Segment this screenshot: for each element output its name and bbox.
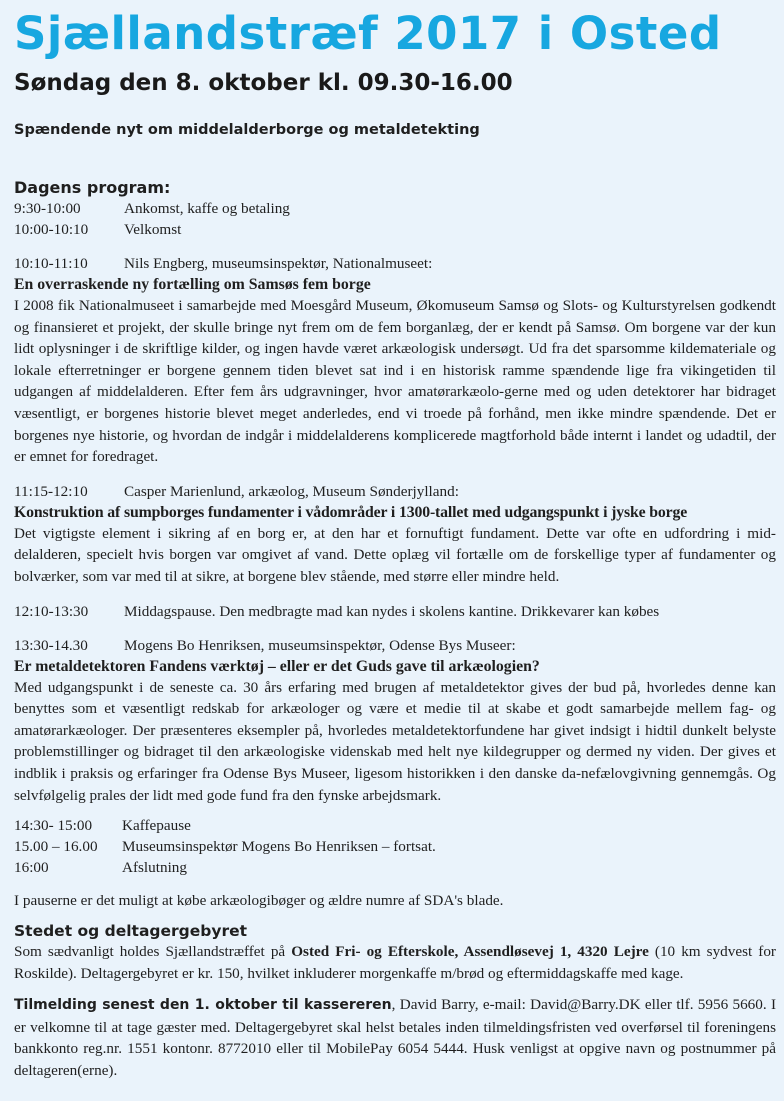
schedule-row [14,219,776,240]
schedule-time: 11:15-12:10 [14,482,88,500]
schedule-time: 13:30-14.30 [14,636,88,654]
talk1-speaker: Nils Engberg, museumsinspektør, Nationalmuseet: [124,255,433,272]
talk2-speaker: Casper Marienlund, arkæolog, Museum Sønderjylland: [124,482,459,500]
page-title: Sjællandstræf 2017 i Osted [14,7,722,60]
registration-details: , David Barry, e-mail: David@Barry.DK eller tlf. 5956 5660. I er velkomne til at tage gæster med. Deltagergebyret skal helst betales inden tilmeldingsfristen ved overførsel til foreningens bankkonto reg.nr. 1551 kontonr. 8772010 eller til MobilePay 6054 5444. Husk venligst at opgive navn og postnummer på deltageren(erne). [14,996,777,1080]
schedule-time: 12:10-13:30 [14,602,89,620]
schedule-row [14,198,776,219]
lunch-text: Middagspause. Den medbragte mad kan nydes i skolens kantine. Drikkevarer kan købes [124,602,660,620]
lunch-row [14,601,776,622]
schedule-time: 14:30- 15:00 [14,817,93,835]
talk3-speaker: Mogens Bo Henriksen, museumsinspektør, Odense Bys Museer: [124,636,516,654]
schedule-row [14,857,776,878]
pause-note: I pauserne er det muligt at købe arkæologibøger og ældre numre af SDA's blade. [14,892,504,910]
venue-text-start: Som sædvanligt holdes Sjællandstræffet på [14,943,292,961]
talk2-header [14,481,776,502]
talk2-body: Det vigtigste element i sikring af en borg er, at den har et fornuftigt fundament. Dette var ofte en udfordring i mid-delalderen, specielt hvis borgen var omgivet af vand. Dette oplæg vil fortælle om de forskellige typer af fundamenter og bolværker, som var med til at sikre, at borgene blev stående, med større eller mindre held. [14,524,776,585]
talk3-body: Med udgangspunkt i de seneste ca. 30 års erfaring med brugen af metaldetektor gives der bud på, hvorledes denne kan benyttes som et væsentligt redskab for arkæologer og være et medie til at skabe et godt samarbejde mellem fag- og amatørarkæologer. Der præsenteres eksempler på, hvorledes metaldetektorfundene har givet indsigt i hidtil dunkelt belyste problemstillinger og bidraget til den arkæologiske videnskab med helt nye kildegrupper og dermed ny viden. Der gives et indblik i praksis og erfaringer fra Odense Bys Museer, ligesom historikken i den danske da-nefælovgivning gennemgås. Og selvfølgelig prales der lidt med gode fund fra den fynske arbejdsmark. [14,678,776,804]
venue-address: Osted Fri- og Efterskole, Assendløsevej 1, 4320 Lejre [291,943,649,961]
schedule-time: 15.00 – 16.00 [14,838,98,856]
talk1-body: I 2008 fik Nationalmuseet i samarbejde med Moesgård Museum, Økomuseum Samsø og Slots- og Kulturstyrelsen godkendt og finansieret et projekt, der skulle bringe nyt frem om de fem borganlæg, der er kendt på Samsø. Om borgene var der kun lidt oplysninger i de skriftlige kilder, og ingen havde været arkæologisk undersøgt. Ud fra det sparsomme kildemateriale og lokale efterretninger er borgene gennem tiden blevet sat ind i en historisk ramme spændende lige fra vikingetiden til udgangen af middelalderen. Efter fem års udgravninger, hvor amatørarkæolo-gerne med og uden detektorer har bidraget væsentligt, er borgenes historie blevet meget anderledes, end vi troede på forhånd, men ikke mindre spændende. Det er borgenes nye historie, og hvordan de indgår i middelalderens komplicerede magtforhold både internt i landet og udadtil, der er emnet for foredraget. [14,297,776,466]
schedule-text: Velkomst [124,221,182,238]
schedule-row [14,836,776,857]
schedule-time: 10:00-10:10 [14,221,89,238]
talk3-title: Er metaldetektoren Fandens værktøj – eller er det Guds gave til arkæologien? [14,657,540,675]
talk1-header [14,253,776,274]
event-date: Søndag den 8. oktober kl. 09.30-16.00 [14,70,513,96]
schedule-time: 9:30-10:00 [14,200,81,217]
venue-heading: Stedet og deltagergebyret [14,922,248,941]
talk2-title: Konstruktion af sumpborges fundamenter i vådområder i 1300-tallet med udgangspunkt i jyske borge [14,503,688,521]
schedule-text: Afslutning [122,859,187,877]
flyer [14,0,776,1082]
schedule-text: Museumsinspektør Mogens Bo Henriksen – fortsat. [122,838,436,856]
schedule-time: 10:10-11:10 [14,255,88,272]
venue-text-end: (10 km sydvest for Roskilde). Deltagergebyret er kr. 150, hvilket inkluderer morgenkaffe m/brød og eftermiddagskaffe med kage. [14,943,776,982]
talk3-header [14,635,776,656]
talk1-title: En overraskende ny fortælling om Samsøs fem borge [14,276,371,293]
program-heading: Dagens program: [14,178,171,197]
registration-deadline: Tilmelding senest den 1. oktober til kassereren [14,997,392,1014]
venue-text [14,941,776,984]
schedule-text: Kaffepause [122,817,191,835]
schedule-text: Ankomst, kaffe og betaling [124,200,290,217]
schedule-row [14,815,776,836]
tagline: Spændende nyt om middelalderborge og metaldetekting [14,122,480,138]
schedule-time: 16:00 [14,859,49,877]
registration-text [14,994,776,1081]
